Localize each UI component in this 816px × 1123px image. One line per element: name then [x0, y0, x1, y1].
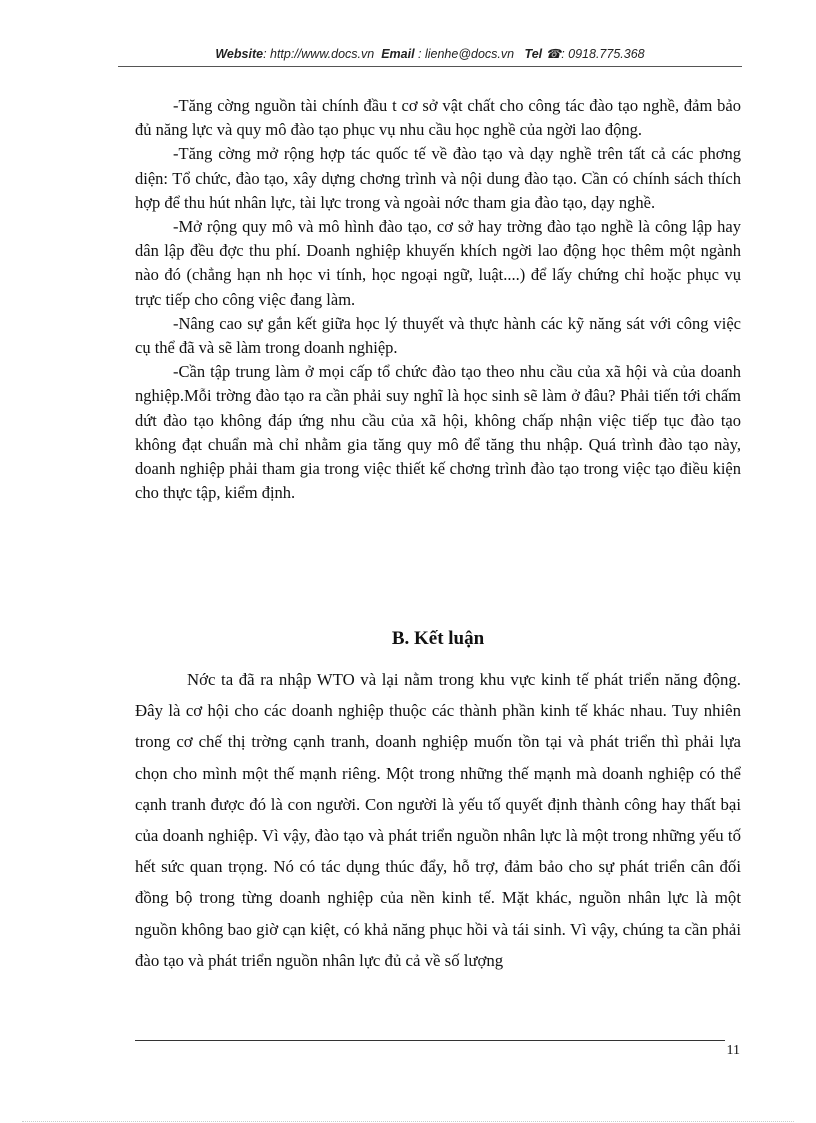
page-number: 11 — [726, 1043, 740, 1058]
tel-label: Tel — [524, 47, 543, 61]
conclusion-section — [135, 664, 741, 976]
paragraph: -Tăng cờng nguồn tài chính đầu t cơ sở vật chất cho công tác đào tạo nghề, đảm bảo đủ năng lực và quy mô đào tạo phục vụ nhu cầu học nghề của ngời lao động. — [135, 96, 741, 140]
header-divider — [118, 66, 742, 67]
paragraph: -Mở rộng quy mô và mô hình đào tạo, cơ sở hay trờng đào tạo nghề là công lập hay dân lập đều đợc thu phí. Doanh nghiệp khuyến khích ngời lao động học thêm một ngành nào đó (chẳng hạn nh học vi tính, học ngoại ngữ, luật....) để lấy chứng chỉ hoặc phục vụ trực tiếp cho công việc đang làm. — [135, 217, 741, 309]
email-value: : lienhe@docs.vn — [418, 47, 515, 61]
website-label: Website — [215, 47, 264, 61]
paragraph: -Tăng cờng mở rộng hợp tác quốc tế về đào tạo và dạy nghề trên tất cả các phơng diện: Tổ chức, đào tạo, xây dựng chơng trình và nội dung đào tạo. Cần có chính sách thích hợp để thu hút nhân lực, tài lực trong và ngoài nớc tham gia đào tạo, dạy nghề. — [135, 144, 741, 212]
paragraph: -Nâng cao sự gắn kết giữa học lý thuyết và thực hành các kỹ năng sát với công việc cụ thể đã và sẽ làm trong doanh nghiệp. — [135, 313, 741, 358]
footer-divider — [135, 1040, 725, 1041]
page-edge-dots — [22, 1121, 794, 1122]
section-heading: B. Kết luận — [391, 628, 485, 649]
email-label: Email — [381, 47, 415, 61]
paragraph: -Cần tập trung làm ở mọi cấp tổ chức đào tạo theo nhu cầu của xã hội và của doanh nghiệp.Mỗi trờng đào tạo ra cần phải suy nghĩ là học sinh sẽ làm ở đâu? Phải tiến tới chấm dứt đào tạo không đáp ứng nhu cầu của xã hội, không chấp nhận việc tiếp tục đào tạo không đạt chuẩn mà chỉ nhằm gia tăng quy mô để tăng thu nhập. Quá trình đào tạo này, doanh nghiệp phải tham gia trong việc thiết kế chơng trình đào tạo trong việc tạo điều kiện cho thực tập, kiểm định. — [135, 362, 741, 503]
recommendations-section — [135, 94, 741, 505]
tel-value: : 0918.775.368 — [561, 47, 645, 61]
page-header — [120, 46, 740, 61]
conclusion-paragraph: Nớc ta đã ra nhập WTO và lại nằm trong khu vực kinh tế phát triển năng động. Đây là cơ hội cho các doanh nghiệp thuộc các thành phần kinh tế khác nhau. Tuy nhiên trong cơ chế thị trờng cạnh tranh, doanh nghiệp muốn tồn tại và phát triển thì phải lựa chọn cho mình một thế mạnh riêng. Một trong những thế mạnh mà doanh nghiệp có thể cạnh tranh được đó là con người. Con người là yếu tố quyết định thành công hay thất bại của doanh nghiệp. Vì vậy, đào tạo và phát triển nguồn nhân lực là một trong những yếu tố hết sức quan trọng. Nó có tác dụng thúc đẩy, hỗ trợ, đảm bảo cho sự phát triển cân đối đồng bộ trong từng doanh nghiệp của nền kinh tế. Mặt khác, nguồn nhân lực là một nguồn không bao giờ cạn kiệt, có khả năng phục hồi và tái sinh. Vì vậy, chúng ta cần phải đào tạo và phát triển nguồn nhân lực đủ cả về số lượng — [135, 670, 741, 970]
phone-icon: ☎ — [545, 47, 562, 61]
website-value: : http://www.docs.vn — [263, 47, 375, 61]
